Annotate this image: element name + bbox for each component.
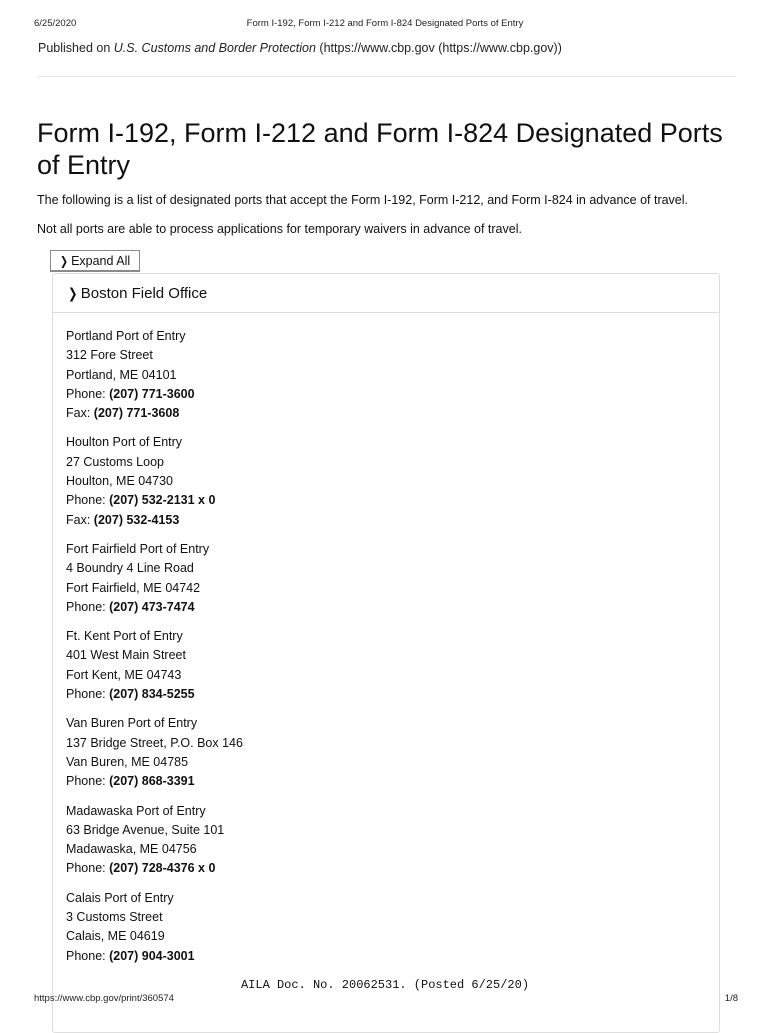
port-city: Calais, ME 04619 bbox=[66, 929, 165, 944]
port-phone-number[interactable]: (207) 728-4376 x 0 bbox=[109, 861, 216, 876]
port-fax bbox=[66, 404, 666, 423]
port-phone-label: Phone: bbox=[66, 861, 110, 876]
port-phone-label: Phone: bbox=[66, 493, 110, 508]
expand-all-button[interactable] bbox=[50, 250, 140, 272]
port-street: 137 Bridge Street, P.O. Box 146 bbox=[66, 735, 243, 750]
port-fax-number[interactable]: (207) 771-3608 bbox=[93, 406, 180, 421]
print-date: 6/25/2020 bbox=[34, 18, 77, 29]
port-phone bbox=[66, 491, 666, 510]
port-city: Fort Fairfield, ME 04742 bbox=[66, 580, 201, 595]
port-street: 27 Customs Loop bbox=[66, 454, 164, 469]
port-entry bbox=[66, 627, 666, 704]
page-title: Form I-192, Form I-212 and Form I-824 Designated Ports of Entry bbox=[37, 118, 723, 180]
port-phone-number[interactable]: (207) 473-7474 bbox=[109, 599, 195, 614]
port-name: Madawaska Port of Entry bbox=[66, 803, 206, 818]
intro-paragraph-2: Not all ports are able to process applications for temporary waivers in advance of travel. bbox=[37, 222, 522, 236]
published-prefix: Published on bbox=[38, 41, 114, 55]
port-phone bbox=[66, 685, 666, 704]
port-phone-label: Phone: bbox=[66, 687, 110, 702]
port-street: 4 Boundry 4 Line Road bbox=[66, 561, 194, 576]
port-phone bbox=[66, 385, 666, 404]
port-phone-label: Phone: bbox=[66, 599, 110, 614]
port-street: 63 Bridge Avenue, Suite 101 bbox=[66, 822, 225, 837]
port-city: Van Buren, ME 04785 bbox=[66, 754, 189, 769]
port-list bbox=[66, 327, 666, 976]
port-city: Portland, ME 04101 bbox=[66, 367, 177, 382]
port-entry bbox=[66, 714, 666, 791]
port-phone-label: Phone: bbox=[66, 386, 110, 401]
port-fax-label: Fax: bbox=[66, 406, 94, 421]
port-name: Portland Port of Entry bbox=[66, 329, 186, 343]
page-number: 1/8 bbox=[724, 993, 738, 1004]
aila-stamp: AILA Doc. No. 20062531. (Posted 6/25/20) bbox=[240, 978, 530, 992]
published-line bbox=[38, 41, 562, 55]
divider bbox=[37, 76, 735, 77]
intro-paragraph-1: The following is a list of designated ports that accept the Form I-192, Form I-212, and Form I-824 in advance of travel. bbox=[37, 193, 689, 207]
port-fax-label: Fax: bbox=[66, 512, 94, 527]
port-phone-number[interactable]: (207) 868-3391 bbox=[109, 774, 195, 789]
port-phone bbox=[66, 598, 666, 617]
port-name: Calais Port of Entry bbox=[66, 890, 174, 905]
port-street: 401 West Main Street bbox=[66, 648, 186, 663]
port-entry bbox=[66, 327, 666, 423]
port-phone bbox=[66, 947, 666, 966]
port-phone bbox=[66, 859, 666, 878]
chevron-right-icon: ❯ bbox=[68, 284, 78, 301]
port-city: Fort Kent, ME 04743 bbox=[66, 667, 182, 682]
port-name: Fort Fairfield Port of Entry bbox=[66, 541, 210, 556]
port-name: Houlton Port of Entry bbox=[66, 435, 183, 450]
port-phone bbox=[66, 772, 666, 791]
port-entry bbox=[66, 433, 666, 529]
field-office-title: Boston Field Office bbox=[80, 284, 208, 302]
print-header bbox=[34, 18, 736, 32]
port-phone-label: Phone: bbox=[66, 774, 110, 789]
port-street: 3 Customs Street bbox=[66, 910, 163, 925]
port-entry bbox=[66, 540, 666, 617]
port-phone-number[interactable]: (207) 771-3600 bbox=[109, 386, 195, 401]
port-name: Ft. Kent Port of Entry bbox=[66, 629, 183, 644]
port-phone-number[interactable]: (207) 834-5255 bbox=[109, 687, 195, 702]
expand-all-label: Expand All bbox=[71, 253, 131, 268]
port-city: Madawaska, ME 04756 bbox=[66, 842, 197, 857]
port-entry bbox=[66, 889, 666, 966]
port-city: Houlton, ME 04730 bbox=[66, 474, 174, 489]
port-fax-number[interactable]: (207) 532-4153 bbox=[93, 512, 180, 527]
footer-url: https://www.cbp.gov/print/360574 bbox=[34, 993, 174, 1004]
port-phone-number[interactable]: (207) 904-3001 bbox=[109, 948, 195, 963]
port-name: Van Buren Port of Entry bbox=[66, 716, 198, 731]
chevron-right-icon: ❯ bbox=[60, 253, 69, 268]
print-document-title: Form I-192, Form I-212 and Form I-824 Designated Ports of Entry bbox=[246, 18, 524, 29]
port-phone-label: Phone: bbox=[66, 948, 110, 963]
port-street: 312 Fore Street bbox=[66, 348, 153, 363]
port-fax bbox=[66, 511, 666, 530]
port-phone-number[interactable]: (207) 532-2131 x 0 bbox=[109, 493, 216, 508]
port-entry bbox=[66, 802, 666, 879]
published-site[interactable]: U.S. Customs and Border Protection bbox=[113, 41, 316, 55]
field-office-heading[interactable] bbox=[53, 274, 719, 313]
published-links[interactable]: (https://www.cbp.gov (https://www.cbp.gov)) bbox=[315, 41, 562, 55]
